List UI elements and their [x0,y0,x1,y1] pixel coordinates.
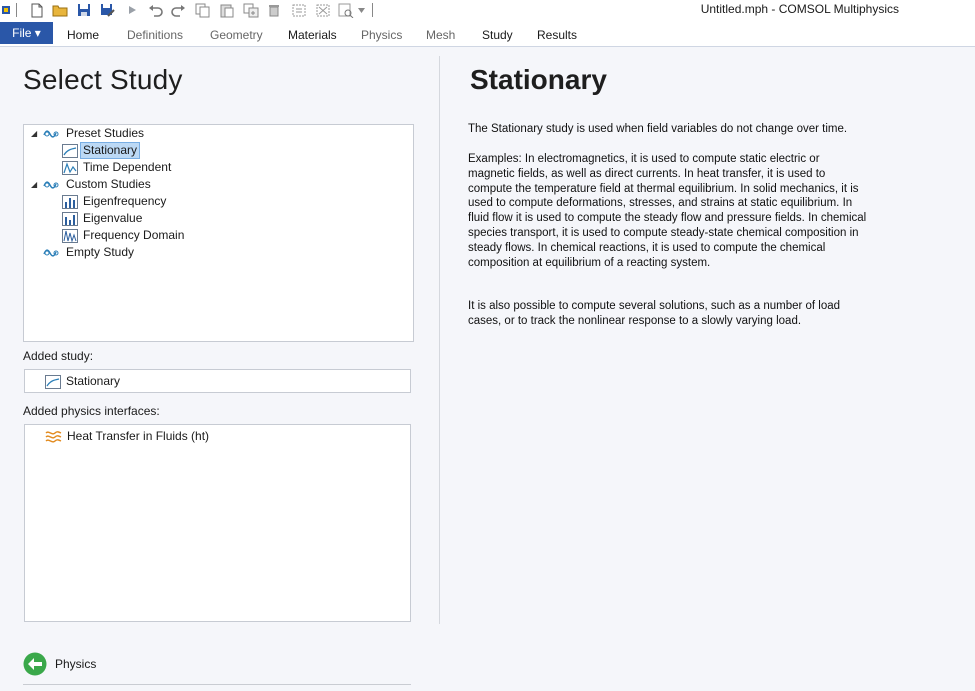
tab-materials[interactable]: Materials [288,28,337,42]
tree-item-frequency-domain[interactable] [62,227,186,244]
save-as-icon[interactable] [99,2,115,18]
added-study-list[interactable] [24,369,411,393]
collapse-triangle-icon[interactable]: ◢ [31,180,38,189]
eigenfrequency-study-icon [62,195,78,209]
tab-physics[interactable]: Physics [361,28,403,42]
description-title: Stationary [470,64,607,95]
tree-item-time-dependent[interactable] [62,159,173,176]
paste-icon[interactable] [218,2,236,18]
save-icon[interactable] [76,2,92,18]
frequency-domain-study-icon [62,229,78,243]
tree-item-label: Time Dependent [83,160,172,174]
run-icon[interactable] [125,2,139,18]
back-arrow-icon [23,652,47,676]
pane-divider[interactable] [439,56,440,624]
tab-home[interactable]: Home [67,28,100,42]
back-to-physics-button[interactable] [23,652,96,676]
new-file-icon[interactable] [29,2,45,18]
eigenvalue-study-icon [62,212,78,226]
tree-item-eigenfrequency[interactable] [62,193,168,210]
added-study-value: Stationary [66,374,121,388]
tab-definitions[interactable]: Definitions [127,28,184,42]
stationary-study-icon [45,375,61,389]
tree-item-stationary[interactable] [62,142,139,159]
tree-item-label: Eigenfrequency [83,194,167,208]
page-title: Select Study [23,64,183,95]
description-paragraph: It is also possible to compute several solutions, such as a number of load cases, or to track the nonlinear response to a slowly varying load. [468,300,841,327]
tab-geometry[interactable]: Geometry [210,28,263,42]
copy-icon[interactable] [194,2,212,18]
delete-icon[interactable] [267,2,281,18]
toolbar-separator [14,2,20,18]
collapse-triangle-icon[interactable]: ◢ [31,129,38,138]
tree-item-label: Frequency Domain [83,228,185,242]
duplicate-icon[interactable] [242,2,260,18]
tree-item-label: Eigenvalue [83,211,143,225]
added-physics-label: Added physics interfaces: [23,404,160,418]
tab-mesh[interactable]: Mesh [426,28,456,42]
redo-icon[interactable] [170,2,186,18]
study-group-icon [43,248,61,258]
tree-group-preset-studies[interactable] [43,125,146,142]
toolbar-separator [370,2,376,18]
file-menu-button[interactable]: File ▾ [0,22,53,44]
description-paragraph: Examples: In electromagnetics, it is used to compute static electric or magnetic fields, as well as direct currents. In heat transfer, it is used to compute the temperature field at thermal equilibrium. In solid mechanics, it is used to compute deformations, stresses, and strains at static equilibrium. In fluid flow it is used to compute the steady flow and pressure fields. In chemical species transport, it is used to compute steady-state chemical composition in steady flows. In chemical reactions, it is used to compute the chemical composition at equilibrium of a reacting system. [468,153,867,269]
back-button-label: Physics [55,657,97,671]
heat-transfer-icon [45,430,62,443]
tree-group-label: Preset Studies [66,126,145,140]
description-paragraph: The Stationary study is used when field variables do not change over time. [468,123,848,135]
title-bar [0,0,975,22]
added-physics-item[interactable] [45,428,211,445]
tree-group-custom-studies[interactable] [43,176,153,193]
added-physics-list[interactable] [24,424,411,622]
stationary-study-icon [62,144,78,158]
tree-group-label: Custom Studies [66,177,151,191]
app-icon [0,2,12,18]
study-group-icon [43,180,61,190]
added-physics-value: Heat Transfer in Fluids (ht) [67,429,210,443]
customize-toolbar-icon[interactable] [357,2,365,18]
window-title: Untitled.mph - COMSOL Multiphysics [700,2,899,16]
added-study-item[interactable] [45,373,122,390]
undo-icon[interactable] [147,2,163,18]
build-selection-icon[interactable] [290,2,308,18]
find-icon[interactable] [337,2,355,18]
added-study-label: Added study: [23,349,94,363]
tree-item-label: Empty Study [66,245,135,259]
clear-selection-icon[interactable] [314,2,332,18]
tree-item-empty-study[interactable] [43,244,136,261]
footer-divider [23,684,411,685]
tab-results[interactable]: Results [537,28,578,42]
ribbon-divider [0,46,975,47]
tab-study[interactable]: Study [482,28,513,42]
time-dependent-study-icon [62,161,78,175]
study-tree[interactable] [23,124,414,342]
tree-item-label: Stationary [83,143,138,157]
study-group-icon [43,129,61,139]
tree-item-eigenvalue[interactable] [62,210,144,227]
open-folder-icon[interactable] [51,2,69,18]
